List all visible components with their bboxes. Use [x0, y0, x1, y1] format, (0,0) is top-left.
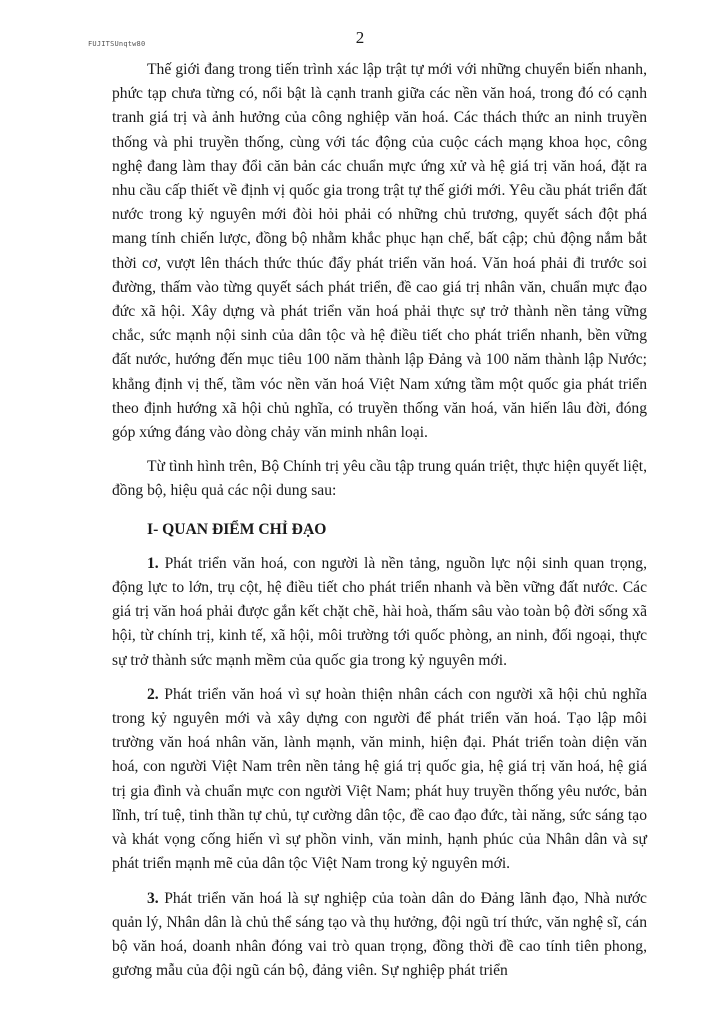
paragraph-intro: Thế giới đang trong tiến trình xác lập trật tự mới với những chuyển biến nhanh, phức tạp chưa từng có, nổi bật là cạnh tranh giữa các nền văn hoá, trong đó có cạnh tranh giá trị và ảnh hưởng của công nghiệp văn hoá. Các thách thức an ninh truyền thống và phi truyền thống, cùng với tác động của cuộc cách mạng khoa học, công nghệ đang làm thay đổi căn bản các chuẩn mực ứng xử và hệ giá trị văn hoá, đặt ra nhu cầu cấp thiết về định vị quốc gia trong trật tự thế giới mới. Yêu cầu phát triển đất nước trong kỷ nguyên mới đòi hỏi phải có những chủ trương, quyết sách đột phá mang tính chiến lược, đồng bộ nhằm khắc phục hạn chế, bất cập; chủ động nắm bắt thời cơ, vượt lên thách thức thúc đẩy phát triển văn hoá. Văn hoá phải đi trước soi đường, thấm vào từng quyết sách phát triển, đề cao giá trị nhân văn, chuẩn mực đạo đức xã hội. Xây dựng và phát triển văn hoá phải thực sự trở thành nền tảng vững chắc, sức mạnh nội sinh của dân tộc và hệ điều tiết cho phát triển nhanh, bền vững đất nước, hướng đến mục tiêu 100 năm thành lập Đảng và 100 năm thành lập Nước; khẳng định vị thế, tầm vóc nền văn hoá Việt Nam xứng tầm một quốc gia phát triển theo định hướng xã hội chủ nghĩa, có truyền thống văn hoá, văn hiến lâu đời, đóng góp xứng đáng vào dòng chảy văn minh nhân loại. [112, 61, 647, 442]
document-body [112, 58, 647, 993]
section-heading: I- QUAN ĐIỂM CHỈ ĐẠO [147, 520, 327, 538]
paragraph-request: Từ tình hình trên, Bộ Chính trị yêu cầu tập trung quán triệt, thực hiện quyết liệt, đồng bộ, hiệu quả các nội dung sau: [112, 458, 647, 500]
item-text: Phát triển văn hoá, con người là nền tảng, nguồn lực nội sinh quan trọng, động lực to lớn, trụ cột, hệ điều tiết cho phát triển nhanh và bền vững đất nước. Các giá trị văn hoá phải được gắn kết chặt chẽ, hài hoà, thấm sâu vào toàn bộ đời sống xã hội, từ chính trị, kinh tế, xã hội, môi trường tới quốc phòng, an ninh, đối ngoại, thực sự trở thành sức mạnh mềm của quốc gia trong kỷ nguyên mới. [112, 554, 648, 669]
list-item [112, 683, 647, 877]
item-text: Phát triển văn hoá là sự nghiệp của toàn dân do Đảng lãnh đạo, Nhà nước quản lý, Nhân dân là chủ thể sáng tạo và thụ hưởng, đội ngũ trí thức, văn nghệ sĩ, cán bộ văn hoá, doanh nhân đóng vai trò quan trọng, đồng thời đề cao tính tiên phong, gương mẫu của đội ngũ cán bộ, đảng viên. Sự nghiệp phát triển [112, 889, 647, 980]
item-text: Phát triển văn hoá vì sự hoàn thiện nhân cách con người xã hội chủ nghĩa trong kỷ nguyên mới và xây dựng con người để phát triển văn hoá. Tạo lập môi trường văn hoá nhân văn, lành mạnh, văn minh, hiện đại. Phát triển toàn diện văn hoá, con người Việt Nam trên nền tảng hệ giá trị quốc gia, hệ giá trị văn hoá, hệ giá trị gia đình và chuẩn mực con người Việt Nam; phát huy truyền thống yêu nước, bản lĩnh, trí tuệ, tinh thần tự chủ, tự cường dân tộc, đề cao đạo đức, tài năng, sức sáng tạo và khát vọng cống hiến vì sự phồn vinh, văn minh, hạnh phúc của Nhân dân và sự phát triển mạnh mẽ của dân tộc Việt Nam trong kỷ nguyên mới. [112, 685, 647, 873]
item-number: 2. [147, 685, 159, 703]
scan-id-label: FUJITSUnqtw80 [88, 40, 146, 48]
list-item [112, 887, 647, 984]
item-number: 3. [147, 889, 159, 907]
item-number: 1. [147, 554, 159, 572]
page-number: 2 [355, 28, 365, 47]
list-item [112, 552, 647, 673]
